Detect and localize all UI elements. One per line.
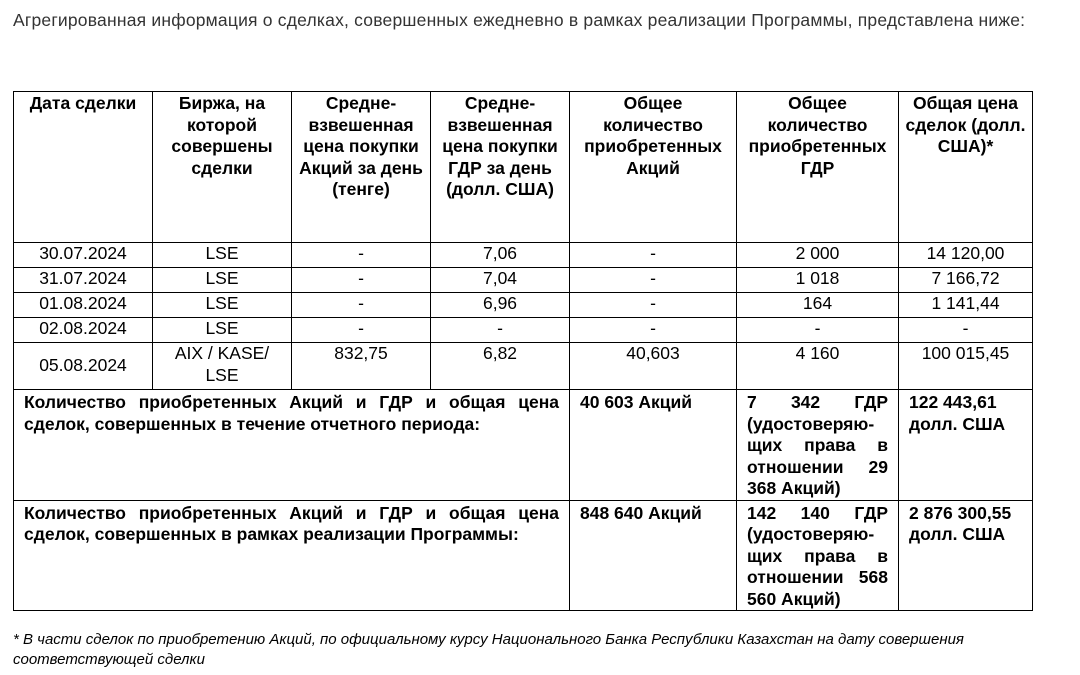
cell-exchange: LSE	[153, 318, 292, 343]
header-avg-share-price: Средне-взвешенная цена покупки Акций за день (тенге)	[292, 92, 431, 243]
cell-gdr-total: 1 018	[737, 268, 899, 293]
cell-total-price: 14 120,00	[899, 243, 1033, 268]
cell-exchange: LSE	[153, 243, 292, 268]
summary-period-label: Количество приобретенных Акций и ГДР и общая цена сделок, совершенных в течение отчетного периода:	[14, 390, 570, 501]
cell-avg-share-price: -	[292, 318, 431, 343]
summary-period-shares: 40 603 Акций	[570, 390, 737, 501]
cell-avg-share-price: -	[292, 268, 431, 293]
cell-avg-share-price: -	[292, 243, 431, 268]
cell-avg-gdr-price: 6,82	[431, 343, 570, 390]
cell-gdr-total: 4 160	[737, 343, 899, 390]
summary-period-gdr: 7 342 ГДР (удостоверяю-щих права в отношении 29 368 Акций)	[737, 390, 899, 501]
table-header-row	[14, 92, 1033, 243]
cell-avg-share-price: -	[292, 293, 431, 318]
summary-program-row	[14, 500, 1033, 611]
cell-shares-total: 40,603	[570, 343, 737, 390]
cell-gdr-total: 2 000	[737, 243, 899, 268]
summary-program-gdr: 142 140 ГДР (удостоверяю-щих права в отношении 568 560 Акций)	[737, 500, 899, 611]
cell-total-price: -	[899, 318, 1033, 343]
deals-table	[13, 91, 1033, 611]
cell-shares-total: -	[570, 243, 737, 268]
intro-text: Агрегированная информация о сделках, совершенных ежедневно в рамках реализации Программы, представлена ниже:	[13, 10, 1026, 30]
summary-period-row	[14, 390, 1033, 501]
cell-exchange: LSE	[153, 268, 292, 293]
cell-exchange: LSE	[153, 293, 292, 318]
cell-date: 30.07.2024	[14, 243, 153, 268]
cell-avg-gdr-price: 6,96	[431, 293, 570, 318]
table-row	[14, 268, 1033, 293]
header-avg-gdr-price: Средне-взвешенная цена покупки ГДР за день (долл. США)	[431, 92, 570, 243]
cell-date: 01.08.2024	[14, 293, 153, 318]
cell-total-price: 1 141,44	[899, 293, 1033, 318]
cell-total-price: 7 166,72	[899, 268, 1033, 293]
cell-total-price: 100 015,45	[899, 343, 1033, 390]
cell-date: 05.08.2024	[14, 343, 153, 390]
cell-date: 31.07.2024	[14, 268, 153, 293]
cell-avg-share-price: 832,75	[292, 343, 431, 390]
header-shares-total: Общее количество приобретенных Акций	[570, 92, 737, 243]
header-total-price: Общая цена сделок (долл. США)*	[899, 92, 1033, 243]
cell-avg-gdr-price: 7,04	[431, 268, 570, 293]
cell-shares-total: -	[570, 318, 737, 343]
header-exchange: Биржа, на которой совершены сделки	[153, 92, 292, 243]
summary-program-total: 2 876 300,55 долл. США	[899, 500, 1033, 611]
table-row	[14, 343, 1033, 390]
cell-gdr-total: 164	[737, 293, 899, 318]
table-row	[14, 243, 1033, 268]
cell-shares-total: -	[570, 293, 737, 318]
cell-gdr-total: -	[737, 318, 899, 343]
header-date: Дата сделки	[14, 92, 153, 243]
cell-avg-gdr-price: -	[431, 318, 570, 343]
cell-date: 02.08.2024	[14, 318, 153, 343]
summary-program-label: Количество приобретенных Акций и ГДР и общая цена сделок, совершенных в рамках реализации Программы:	[14, 500, 570, 611]
summary-period-total: 122 443,61 долл. США	[899, 390, 1033, 501]
header-gdr-total: Общее количество приобретенных ГДР	[737, 92, 899, 243]
cell-shares-total: -	[570, 268, 737, 293]
summary-program-shares: 848 640 Акций	[570, 500, 737, 611]
table-row	[14, 293, 1033, 318]
cell-avg-gdr-price: 7,06	[431, 243, 570, 268]
cell-exchange: AIX / KASE/ LSE	[153, 343, 292, 390]
table-row	[14, 318, 1033, 343]
footnote: * В части сделок по приобретению Акций, по официальному курсу Национального Банка Республики Казахстан на дату совершения соответствующей сделки	[13, 631, 964, 668]
